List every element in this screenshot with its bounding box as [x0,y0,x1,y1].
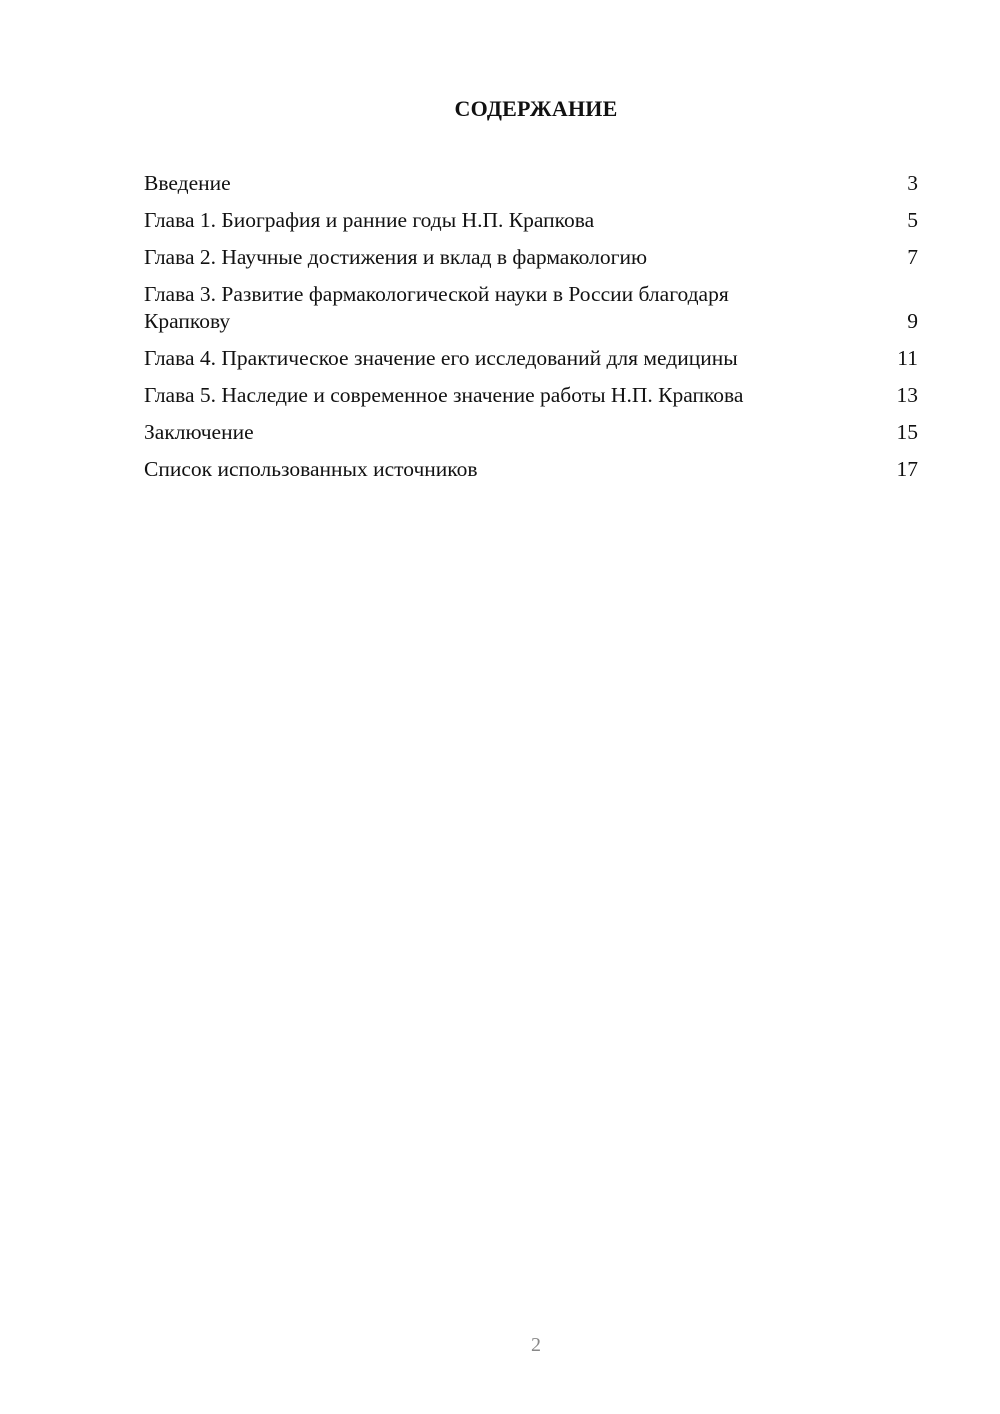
toc-item-label: Заключение [144,420,254,444]
toc-item-chapter-2 [144,244,918,271]
toc-item-label: Список использованных источников [144,457,478,481]
toc-item-page: 13 [896,383,918,407]
toc-item-references [144,456,918,483]
toc-item-label: Глава 5. Наследие и современное значение работы Н.П. Крапкова [144,383,744,407]
toc-item-conclusion [144,419,918,446]
toc-item-chapter-3 [144,281,918,335]
toc-item-label: Глава 2. Научные достижения и вклад в фармакологию [144,245,648,269]
toc-item-chapter-5 [144,382,918,409]
table-of-contents [144,170,918,493]
toc-title: СОДЕРЖАНИЕ [454,96,618,121]
page-number: 2 [531,1334,541,1356]
toc-item-page: 5 [907,208,918,232]
toc-item-introduction [144,170,918,197]
toc-item-page: 17 [896,457,918,481]
toc-item-label: Глава 1. Биография и ранние годы Н.П. Крапкова [144,208,595,232]
toc-item-label: Глава 4. Практическое значение его исследований для медицины [144,346,738,370]
toc-item-label: Введение [144,171,231,195]
toc-item-chapter-4 [144,345,918,372]
toc-item-page: 15 [896,420,918,444]
toc-item-page: 11 [897,346,918,370]
toc-item-page: 7 [907,245,918,269]
toc-item-label: Глава 3. Развитие фармакологической науки в России благодаря Крапкову [144,282,729,333]
toc-item-chapter-1 [144,207,918,234]
toc-item-page: 3 [907,171,918,195]
toc-item-page: 9 [907,309,918,333]
